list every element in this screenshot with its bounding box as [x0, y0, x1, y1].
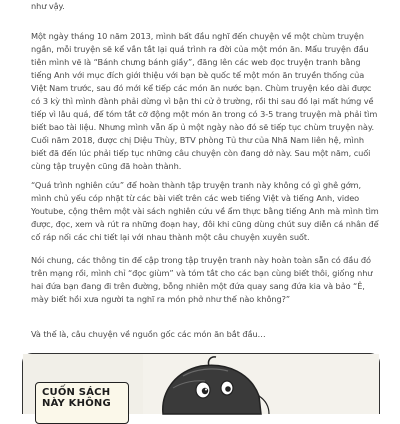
paragraph-research: “Quá trình nghiên cứu” để hoàn thành tập truyện tranh này không có gì ghê gớm, mình chủ yếu cóp nhặt từ các bài viết trên các web tiếng Việt và tiếng Anh, video Youtube, cộng thêm một vài sách nghiên cứu về ẩm thực bằng tiếng Anh mà mình tìm được, đọc, xem và rút ra những đoạn hay, đôi khi cũng dùng chút suy diễn cá nhân để cố ráp nối các chi tiết lại với nhau thành một câu chuyện xuyên suốt.	[31, 180, 379, 242]
paragraph-closing: Và thế là, câu chuyện về nguồn gốc các món ăn bắt đầu…	[31, 329, 266, 339]
paragraph-continuation: như vậy.	[31, 1, 65, 11]
paragraph-origin-story: Một ngày tháng 10 năm 2013, mình bất đầu nghĩ đến chuyện về một chùm truyện ngắn, mỗi truyện sẽ kể vắn tắt lại quá trình ra đời của một món ăn. Mẩu truyện đầu tiên mình vẽ là “Bánh chưng bánh giầy”, đăng lên các web đọc truyện tranh bằng tiếng Anh với mục đích giới thiệu với bạn bè quốc tế một món ăn truyền thống của Việt Nam trước, sau đó mới kể tiếp các món ăn nước bạn. Chùm truyện kéo dài được có 3 kỳ thì mình đành phải dừng vì bận thi cử ở trường, rồi thi sau đó lại mất hứng về tiếp vì lâu quá, để tóm tắt cỡ động một món ăn trong có 3-5 trang truyện mà phải tìm biết bao tài liệu. Nhưng mình vẫn ấp ủ một ngày nào đó sẽ tiếp tục chùm truyện này. Cuối năm 2018, được chị Diệu Thùy, BTV phòng Tủ thư của Nhã Nam liên hệ, mình biết đã đến lúc phải tiếp tục những câu chuyện còn đang dở này. Sau một năm, cuối cùng tập truyện cũng đã hoàn thành.	[31, 31, 378, 171]
comic-title-badge	[35, 382, 129, 424]
comic-panel	[22, 353, 380, 414]
badge-line-2: NÀY KHÔNG	[42, 398, 111, 409]
paragraph-summary: Nói chung, các thông tin để cập trong tập truyện tranh này hoàn toàn sẵn có đầu đó trên mạng rồi, mình chỉ “đọc giùm” và tóm tắt cho các bạn cùng biết thôi, giống như hai đứa bạn đang đi trên đường, bỗng nhiên một đứa quay sang đứa kia và bảo “Ê, mày biết hồi xưa người ta nghĩ ra món phở như thế nào không?”	[31, 255, 373, 304]
badge-line-1: CUỐN SÁCH	[42, 387, 111, 398]
